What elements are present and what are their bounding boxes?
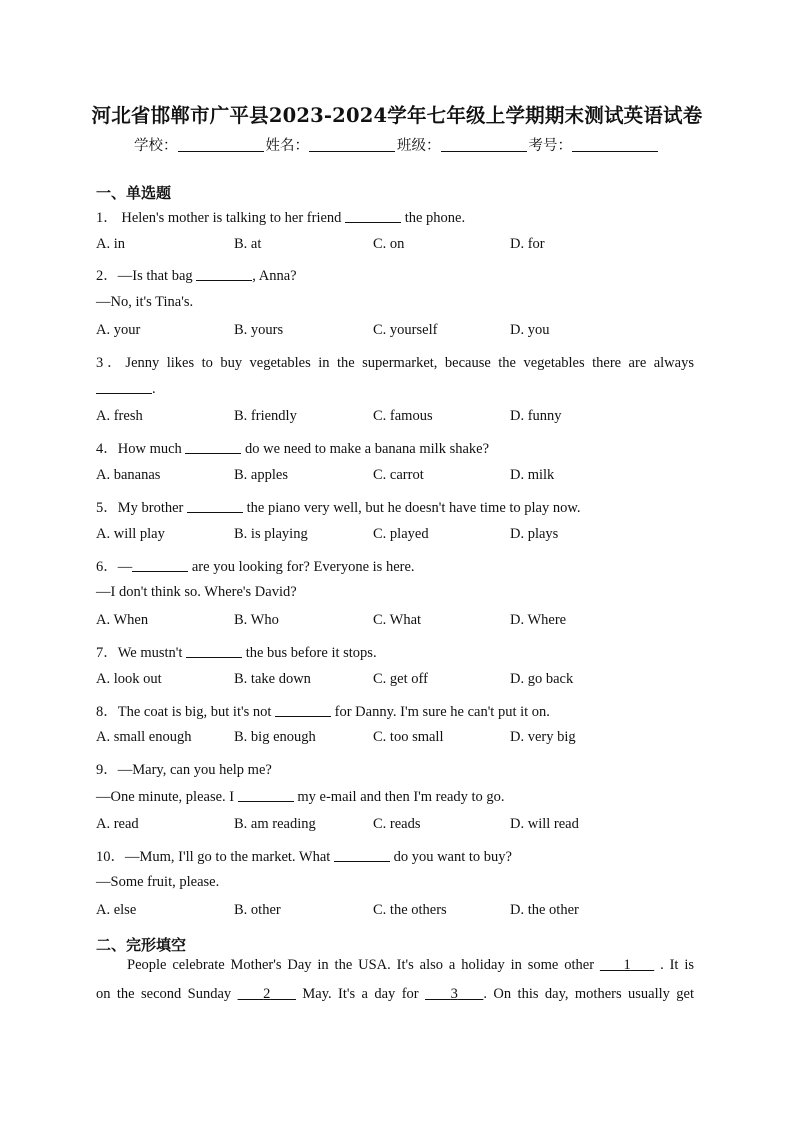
question-8: [96, 700, 550, 721]
answer-blank: [196, 267, 252, 281]
option-c[interactable]: C. played: [373, 526, 429, 542]
question-text: 6．—: [96, 559, 133, 575]
option-a[interactable]: A. look out: [96, 671, 162, 687]
question-text: do you want to buy?: [389, 849, 512, 865]
cloze-blank-2: 2: [263, 986, 271, 1002]
question-3-continuation: .: [96, 380, 156, 398]
option-c[interactable]: C. famous: [373, 408, 433, 424]
answer-blank: [238, 788, 294, 802]
option-a[interactable]: A. bananas: [96, 467, 161, 483]
question-1: [96, 206, 465, 227]
option-d[interactable]: D. the other: [510, 902, 579, 918]
student-info-line: [0, 134, 794, 155]
question-2: [96, 264, 297, 285]
school-label: 学校：: [134, 138, 178, 154]
exam-no-blank[interactable]: [572, 137, 658, 152]
option-b[interactable]: B. is playing: [234, 526, 308, 542]
name-blank[interactable]: [309, 137, 395, 152]
option-b[interactable]: B. am reading: [234, 816, 316, 832]
option-d[interactable]: D. funny: [510, 408, 562, 424]
option-c[interactable]: C. carrot: [373, 467, 424, 483]
question-text: 10．—Mum, I'll go to the market. What: [96, 849, 334, 865]
question-text: 2．—Is that bag: [96, 268, 197, 284]
question-text: 7．We mustn't: [96, 645, 187, 661]
section-heading-cloze: 二、完形填空: [96, 936, 187, 954]
option-b[interactable]: B. at: [234, 236, 262, 252]
option-b[interactable]: B. take down: [234, 671, 311, 687]
option-d[interactable]: D. Where: [510, 612, 567, 628]
option-d[interactable]: D. you: [510, 322, 550, 338]
cloze-text: on the second Sunday: [96, 986, 238, 1002]
answer-blank: [185, 440, 241, 454]
answer-blank: [334, 848, 390, 862]
question-text: the phone.: [401, 210, 466, 226]
answer-blank: [132, 558, 188, 572]
answer-blank: [186, 644, 242, 658]
option-a[interactable]: A. will play: [96, 526, 165, 542]
option-c[interactable]: C. get off: [373, 671, 428, 687]
question-text: the bus before it stops.: [242, 645, 377, 661]
answer-blank: [345, 209, 401, 223]
question-text: 5．My brother: [96, 500, 188, 516]
question-text: the piano very well, but he doesn't have time to play now.: [243, 500, 581, 516]
question-3: 3．Jenny likes to buy vegetables in the supermarket, because the vegetables there are always: [96, 355, 694, 371]
cloze-paragraph-line-1: [96, 957, 694, 974]
question-2-reply: —No, it's Tina's.: [96, 294, 194, 310]
option-b[interactable]: B. Who: [234, 612, 279, 628]
option-b[interactable]: B. big enough: [234, 729, 316, 745]
option-a[interactable]: A. small enough: [96, 729, 192, 745]
cloze-text: . It is: [654, 957, 695, 973]
question-text: are you looking for? Everyone is here.: [188, 559, 415, 575]
question-10: [96, 845, 512, 866]
page-title: 河北省邯郸市广平县2023-2024学年七年级上学期期末测试英语试卷: [91, 104, 703, 127]
option-a[interactable]: A. read: [96, 816, 139, 832]
answer-blank: [275, 703, 331, 717]
class-blank[interactable]: [441, 137, 527, 152]
option-d[interactable]: D. go back: [510, 671, 574, 687]
question-5: [96, 496, 581, 517]
cloze-text: May. It's a day for: [295, 986, 425, 1002]
question-text: 8．The coat is big, but it's not: [96, 704, 276, 720]
option-c[interactable]: C. too small: [373, 729, 444, 745]
question-6: [96, 555, 415, 576]
option-c[interactable]: C. the others: [373, 902, 447, 918]
option-b[interactable]: B. friendly: [234, 408, 297, 424]
option-a[interactable]: A. in: [96, 236, 125, 252]
option-d[interactable]: D. very big: [510, 729, 576, 745]
option-d[interactable]: D. will read: [510, 816, 579, 832]
question-text: my e-mail and then I'm ready to go.: [293, 789, 505, 805]
question-text: —One minute, please. I: [96, 789, 238, 805]
option-c[interactable]: C. reads: [373, 816, 421, 832]
name-label: 姓名：: [265, 138, 309, 154]
answer-blank: [96, 380, 152, 394]
option-b[interactable]: B. yours: [234, 322, 284, 338]
question-4: [96, 437, 489, 458]
option-a[interactable]: A. else: [96, 902, 137, 918]
question-6-reply: —I don't think so. Where's David?: [96, 584, 297, 600]
option-a[interactable]: A. your: [96, 322, 141, 338]
question-text: 4．How much: [96, 441, 186, 457]
option-c[interactable]: C. What: [373, 612, 422, 628]
option-c[interactable]: C. yourself: [373, 322, 438, 338]
exam-no-label: 考号：: [528, 138, 572, 154]
answer-blank: [187, 499, 243, 513]
option-d[interactable]: D. plays: [510, 526, 559, 542]
question-text: 1． Helen's mother is talking to her friend: [96, 210, 346, 226]
cloze-blank-1: 1: [623, 957, 631, 973]
class-label: 班级：: [397, 138, 441, 154]
question-10-reply: —Some fruit, please.: [96, 874, 220, 890]
section-heading-single-choice: 一、单选题: [96, 184, 172, 202]
option-b[interactable]: B. other: [234, 902, 281, 918]
question-7: [96, 641, 377, 662]
option-b[interactable]: B. apples: [234, 467, 288, 483]
question-9: 9．—Mary, can you help me?: [96, 762, 272, 778]
cloze-paragraph-line-2: [96, 986, 694, 1003]
question-text: for Danny. I'm sure he can't put it on.: [331, 704, 550, 720]
question-text: do we need to make a banana milk shake?: [241, 441, 490, 457]
option-d[interactable]: D. for: [510, 236, 545, 252]
question-9-reply: [96, 788, 505, 806]
school-blank[interactable]: [178, 137, 264, 152]
option-c[interactable]: C. on: [373, 236, 405, 252]
option-d[interactable]: D. milk: [510, 467, 555, 483]
cloze-blank-3: 3: [450, 986, 458, 1002]
option-a[interactable]: A. When: [96, 612, 149, 628]
option-a[interactable]: A. fresh: [96, 408, 143, 424]
question-text: , Anna?: [252, 268, 297, 284]
cloze-text: People celebrate Mother's Day in the USA. It's also a holiday in some other: [127, 957, 600, 973]
cloze-text: . On this day, mothers usually get: [483, 986, 695, 1002]
